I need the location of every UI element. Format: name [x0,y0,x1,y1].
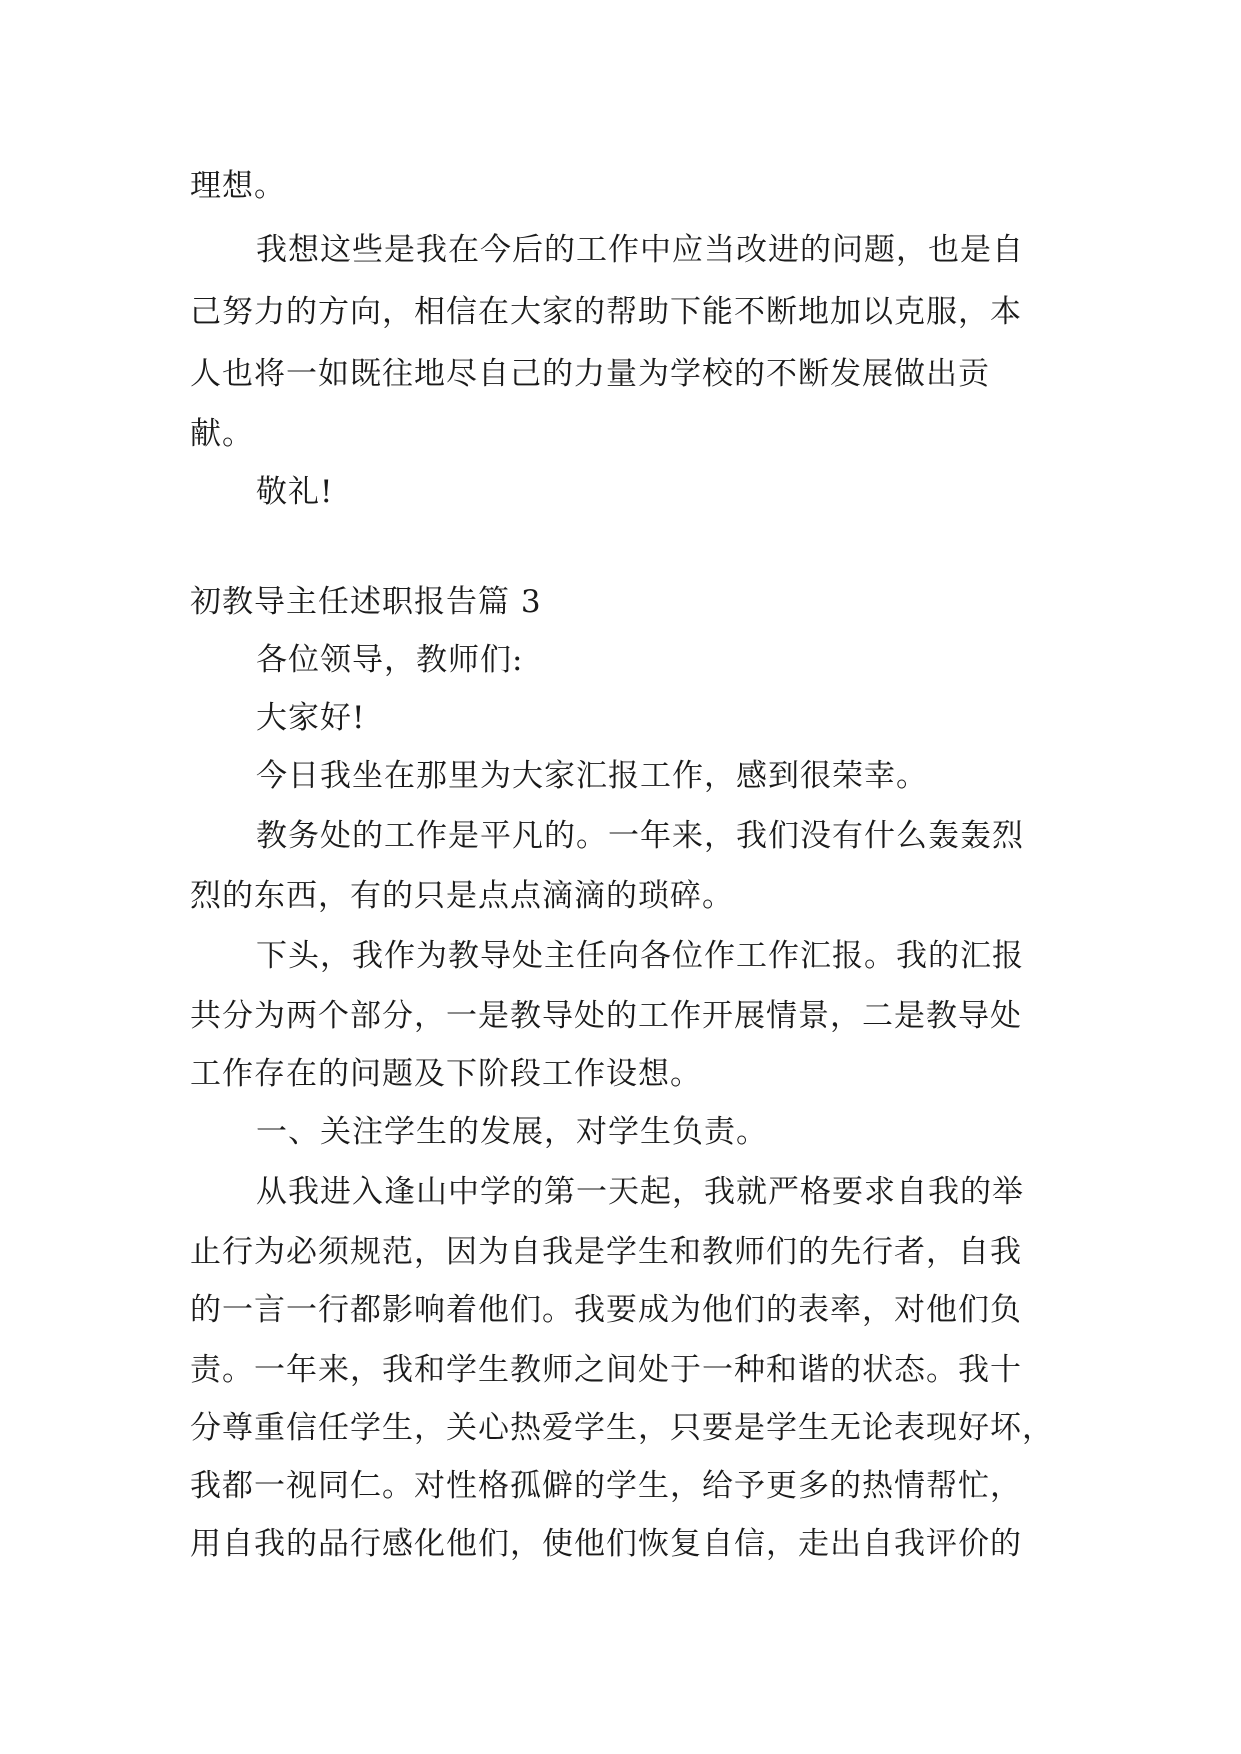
text-line: 己努力的方向，相信在大家的帮助下能不断地加以克服，本 [190,294,1022,330]
text-line: 各位领导，教师们: [256,642,524,678]
text-line: 的一言一行都影响着他们。我要成为他们的表率，对他们负 [190,1292,1022,1328]
text-line: 人也将一如既往地尽自己的力量为学校的不断发展做出贡 [190,356,990,392]
text-line: 教务处的工作是平凡的。一年来，我们没有什么轰轰烈 [256,818,1024,854]
text-line: 止行为必须规范，因为自我是学生和教师们的先行者，自我 [190,1234,1022,1270]
text-line: 今日我坐在那里为大家汇报工作，感到很荣幸。 [256,758,928,794]
text-line: 工作存在的问题及下阶段工作设想。 [190,1056,702,1092]
text-line: 我想这些是我在今后的工作中应当改进的问题，也是自 [256,232,1024,268]
text-line: 从我进入逢山中学的第一天起，我就严格要求自我的举 [256,1174,1024,1210]
text-line: 敬礼! [256,474,334,510]
text-line: 大家好! [256,700,366,736]
text-line: 烈的东西，有的只是点点滴滴的琐碎。 [190,878,734,914]
text-line: 我都一视同仁。对性格孤僻的学生，给予更多的热情帮忙， [190,1468,1022,1504]
text-line: 理想。 [190,168,286,204]
text-line: 分尊重信任学生，关心热爱学生，只要是学生无论表现好坏， [190,1410,1054,1446]
section-title: 初教导主任述职报告篇 3 [190,584,542,620]
text-line: 用自我的品行感化他们，使他们恢复自信，走出自我评价的 [190,1526,1022,1562]
text-line: 下头，我作为教导处主任向各位作工作汇报。我的汇报 [256,938,1024,974]
text-line: 共分为两个部分，一是教导处的工作开展情景，二是教导处 [190,998,1022,1034]
text-line: 献。 [190,416,254,452]
text-line: 责。一年来，我和学生教师之间处于一种和谐的状态。我十 [190,1352,1022,1388]
text-line: 一、关注学生的发展，对学生负责。 [256,1114,768,1150]
